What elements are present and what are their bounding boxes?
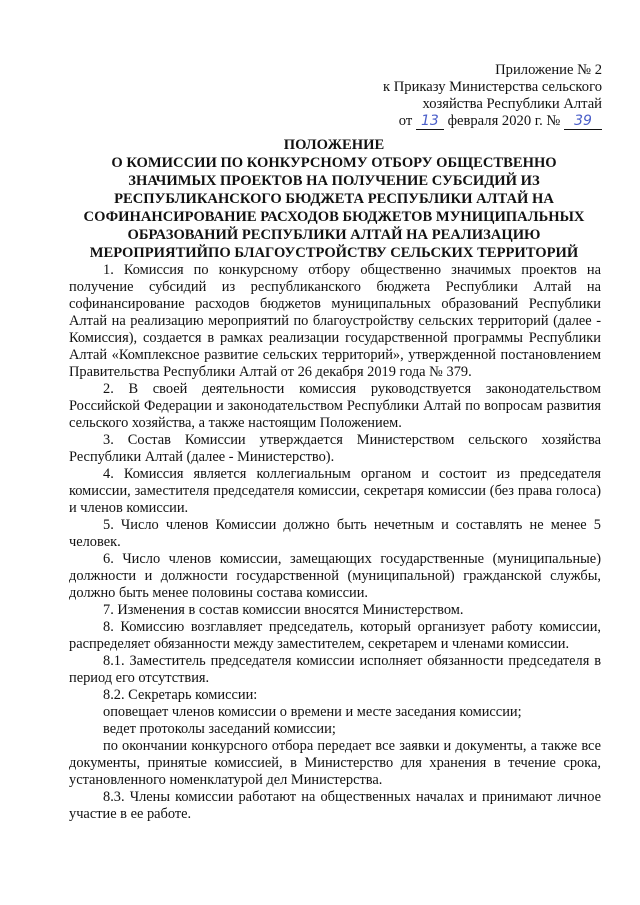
paragraph: 1. Комиссия по конкурсному отбору общественно значимых проектов на получение субсидий из республиканского бюджета Республики Алтай на софинансирование расходов бюджетов муниципальных образований Республики Алтай на реализацию мероприятий по благоустройству сельских территорий (далее - Комиссия), создается в рамках реализации государственной программы Республики Алтай «Комплексное развитие сельских территорий», утвержденной постановлением Правительства Республики Алтай от 26 декабря 2019 года № 379.: [69, 262, 601, 380]
appendix-line-2: к Приказу Министерства сельского: [383, 79, 602, 95]
paragraph: ведет протоколы заседаний комиссии;: [103, 721, 336, 737]
paragraph: 8. Комиссию возглавляет председатель, который организует работу комиссии, распределяет обязанности между заместителем, секретарем и членами комиссии.: [69, 619, 601, 652]
paragraph: 8.3. Члены комиссии работают на общественных началах и принимают личное участие в ее работе.: [69, 789, 601, 822]
appendix-line-1: Приложение № 2: [495, 62, 602, 78]
paragraph: 8.1. Заместитель председателя комиссии исполняет обязанности председателя в период его отсутствия.: [69, 653, 601, 686]
title-line: МЕРОПРИЯТИЙПО БЛАГОУСТРОЙСТВУ СЕЛЬСКИХ ТЕРРИТОРИЙ: [89, 245, 579, 261]
paragraph: 5. Число членов Комиссии должно быть нечетным и составлять не менее 5 человек.: [69, 517, 601, 550]
title-line: РЕСПУБЛИКАНСКОГО БЮДЖЕТА РЕСПУБЛИКИ АЛТАЙ НА: [114, 191, 554, 207]
title-line: ПОЛОЖЕНИЕ: [283, 137, 385, 153]
paragraph: 6. Число членов комиссии, замещающих государственные (муниципальные) должности и должности государственной (муниципальной) гражданской службы, должно быть менее половины состава комиссии.: [69, 551, 601, 601]
title-line: ЗНАЧИМЫХ ПРОЕКТОВ НА ПОЛУЧЕНИЕ СУБСИДИЙ ИЗ: [128, 173, 540, 189]
paragraph: оповещает членов комиссии о времени и месте заседания комиссии;: [103, 704, 522, 720]
title-line: О КОМИССИИ ПО КОНКУРСНОМУ ОТБОРУ ОБЩЕСТВЕННО: [111, 155, 557, 171]
appendix-header: [383, 62, 602, 130]
paragraph: 7. Изменения в состав комиссии вносятся Министерством.: [103, 602, 464, 618]
handwritten-day: 13: [416, 114, 444, 130]
date-rest: февраля 2020 г. №: [447, 113, 561, 129]
document-body: [69, 262, 601, 823]
title-line: СОФИНАНСИРОВАНИЕ РАСХОДОВ БЮДЖЕТОВ МУНИЦИПАЛЬНЫХ: [83, 209, 585, 225]
date-prefix: от: [398, 113, 413, 129]
title-line: ОБРАЗОВАНИЙ РЕСПУБЛИКИ АЛТАЙ НА РЕАЛИЗАЦИЮ: [127, 227, 541, 243]
paragraph: 2. В своей деятельности комиссия руководствуется законодательством Российской Федерации и законодательством Республики Алтай по вопросам развития сельского хозяйства, а также настоящим Положением.: [69, 381, 601, 431]
paragraph: 4. Комиссия является коллегиальным органом и состоит из председателя комиссии, заместителя председателя комиссии, секретаря комиссии (без права голоса) и членов комиссии.: [69, 466, 601, 516]
appendix-date-line: [383, 113, 602, 130]
paragraph: 3. Состав Комиссии утверждается Министерством сельского хозяйства Республики Алтай (далее - Министерство).: [69, 432, 601, 465]
handwritten-number: 39: [564, 114, 602, 130]
paragraph: 8.2. Секретарь комиссии:: [103, 687, 258, 703]
document-title: [58, 136, 610, 262]
appendix-line-3: хозяйства Республики Алтай: [422, 96, 602, 112]
paragraph: по окончании конкурсного отбора передает все заявки и документы, а также все документы, принятые комиссией, в Министерство для хранения в течение срока, установленного номенклатурой дел Министерства.: [69, 738, 601, 788]
